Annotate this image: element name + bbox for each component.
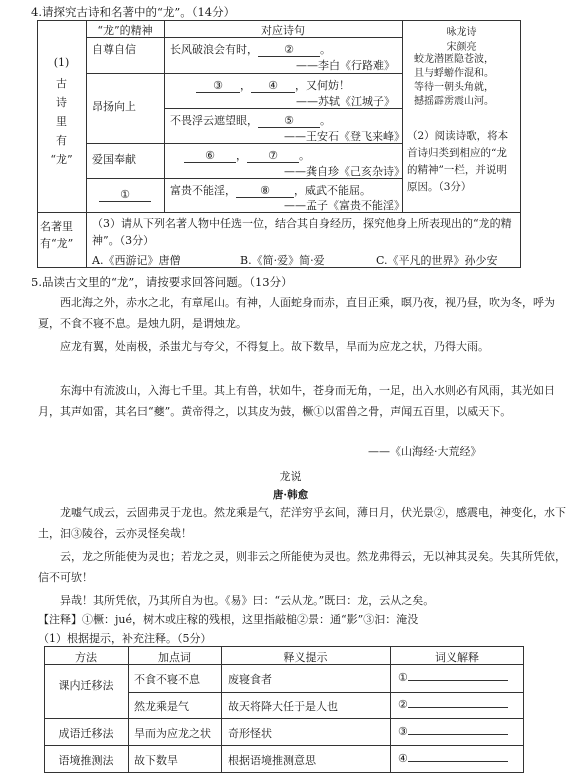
header-meaning: 词义解释 <box>435 651 479 664</box>
method-3: 成语迁移法 <box>58 727 114 740</box>
option-a: A.《西游记》唐僧 <box>92 254 181 267</box>
section1-label: (1) <box>53 56 70 69</box>
meaning-blank-3[interactable] <box>408 734 508 735</box>
method-1: 课内迁移法 <box>58 679 114 692</box>
meaning-blank-1[interactable] <box>408 680 508 681</box>
q4-header-lines: 对应诗句 <box>261 24 305 37</box>
meaning-1: ① <box>398 671 508 684</box>
blank-5[interactable]: ⑤ <box>258 114 320 128</box>
source-3: ——王安石《登飞来峰》 <box>284 130 405 143</box>
blank-3[interactable]: ③ <box>196 79 240 93</box>
blank-2[interactable]: ② <box>258 43 320 57</box>
q4-header-spirit: “龙”的精神 <box>97 24 153 37</box>
meaning-3: ③ <box>398 725 508 738</box>
source-4: ——龚自珍《己亥杂诗》 <box>284 165 405 178</box>
q5-title: 5.品读古文里的“龙”，请按要求回答问题。（13分） <box>31 275 293 289</box>
spirit-1: 自尊自信 <box>92 43 136 56</box>
word-2: 然龙乘是气 <box>134 700 189 713</box>
q4-subquestion-3: （3）请从下列名著人物中任选一位，结合其自身经历，探究他身上所表现出的“龙的精神”。（3分） <box>92 217 512 247</box>
meaning-blank-2[interactable] <box>408 707 508 708</box>
q4-subquestion-2: （2）阅读诗歌，将本首诗归类到相应的“龙的精神”一栏，并说明原因。（3分） <box>407 130 509 193</box>
header-method: 方法 <box>75 651 97 664</box>
hint-2: 故天将降大任于是人也 <box>228 700 338 713</box>
section1-vertical-label: 古 诗 里 有 “龙” <box>50 77 73 166</box>
source-2: ——苏轼《江城子》 <box>296 95 395 108</box>
q4-title: 4.请探究古诗和名著中的“龙”。（14分） <box>31 5 236 19</box>
essay-paragraph-1: 龙嘘气成云，云固弗灵于龙也。然龙乘是气，茫洋穷乎玄间，薄日月，伏光景②，感震电，神变化，水下土，汩③陵谷，云亦灵怪矣哉！ <box>38 506 566 540</box>
word-1: 不食不寝不息 <box>134 673 200 686</box>
hint-1: 废寝食者 <box>228 673 272 686</box>
option-b: B.《简·爱》简·爱 <box>240 254 325 267</box>
annotation-note: 【注释】①橛：jué，树木或庄稼的残根，这里指敲槌②景：通“影”③汩：淹没 <box>38 613 419 626</box>
meaning-2: ② <box>398 698 508 711</box>
method-4: 语境推测法 <box>58 754 114 767</box>
spirit-5 <box>86 188 164 202</box>
poem-title: 咏龙诗 <box>446 27 477 38</box>
essay-paragraph-3: 异哉！其所凭依，乃其所自为也。《易》曰：“云从龙。”既曰：龙，云从之矣。 <box>60 594 435 607</box>
mingzhu-label: 名著里有“龙” <box>40 220 74 250</box>
poem-author: 宋颜亮 <box>446 42 477 53</box>
essay-paragraph-2: 云，龙之所能使为灵也；若龙之灵，则非云之所能使为灵也。然龙弗得云，无以神其灵矣。失其所凭依，信不可欤！ <box>38 550 566 584</box>
poem-body: 蛟龙潜匿隐苍波， 且与蜉蝣作混和。 等待一朝头角就， 撼摇霹雳震山河。 <box>414 54 494 107</box>
source-1: ——李白《行路难》 <box>296 59 395 72</box>
blank-4[interactable]: ④ <box>251 79 295 93</box>
passage-1: 西北海之外，赤水之北，有章尾山。有神，人面蛇身而赤，直目正乘，暝乃夜，视乃昼，吹为冬，呼为夏，不食不寝不息。是烛九阴，是谓烛龙。 <box>38 296 555 330</box>
option-c: C.《平凡的世界》孙少安 <box>376 254 498 267</box>
meaning-4: ④ <box>398 752 508 765</box>
passage-2: 应龙有翼，处南极，杀蚩尤与夸父，不得复上。故下数旱，旱而为应龙之状，乃得大雨。 <box>60 340 489 353</box>
essay-author: 唐·韩愈 <box>272 489 309 501</box>
spirit-4: 爱国奉献 <box>92 153 136 166</box>
blank-6[interactable]: ⑥ <box>184 149 236 163</box>
source-shanhaijing: ——《山海经·大荒经》 <box>368 445 482 458</box>
poem-line-3: 不畏浮云遮望眼， ⑤ 。 <box>170 114 331 127</box>
poem-line-1: 长风破浪会有时， ② 。 <box>170 43 331 56</box>
meaning-blank-4[interactable] <box>408 761 508 762</box>
word-4: 故下数旱 <box>134 754 178 767</box>
word-3: 旱而为应龙之状 <box>134 727 211 740</box>
q5-subquestion-1: （1）根据提示，补充注释。（5分） <box>38 632 212 645</box>
poem-line-4: ⑥ ， ⑦ 。 <box>184 147 310 163</box>
header-hint: 释义提示 <box>283 651 328 664</box>
hint-3: 奇形怪状 <box>228 727 272 740</box>
spirit-2: 昂扬向上 <box>92 100 136 113</box>
poem-line-5: 富贵不能淫， ⑧ ，威武不能屈。 <box>170 184 371 197</box>
passage-3: 东海中有流波山，入海七千里。其上有兽，状如牛，苍身而无角，一足，出入水则必有风雨，其光如日月，其声如雷，其名曰“夔”。黄帝得之，以其皮为鼓，橛①以雷兽之骨，声闻五百里，以威天下。 <box>38 384 555 418</box>
blank-7[interactable]: ⑦ <box>247 149 299 163</box>
hint-4: 根据语境推测意思 <box>228 754 316 767</box>
source-5: ——孟子《富贵不能淫》 <box>284 199 405 212</box>
essay-title: 龙说 <box>279 470 302 483</box>
header-word: 加点词 <box>158 651 191 664</box>
blank-8[interactable]: ⑧ <box>236 184 294 198</box>
blank-1[interactable]: ① <box>99 188 151 202</box>
poem-line-2: ③ ， ④ ，又何妨！ <box>196 77 350 93</box>
